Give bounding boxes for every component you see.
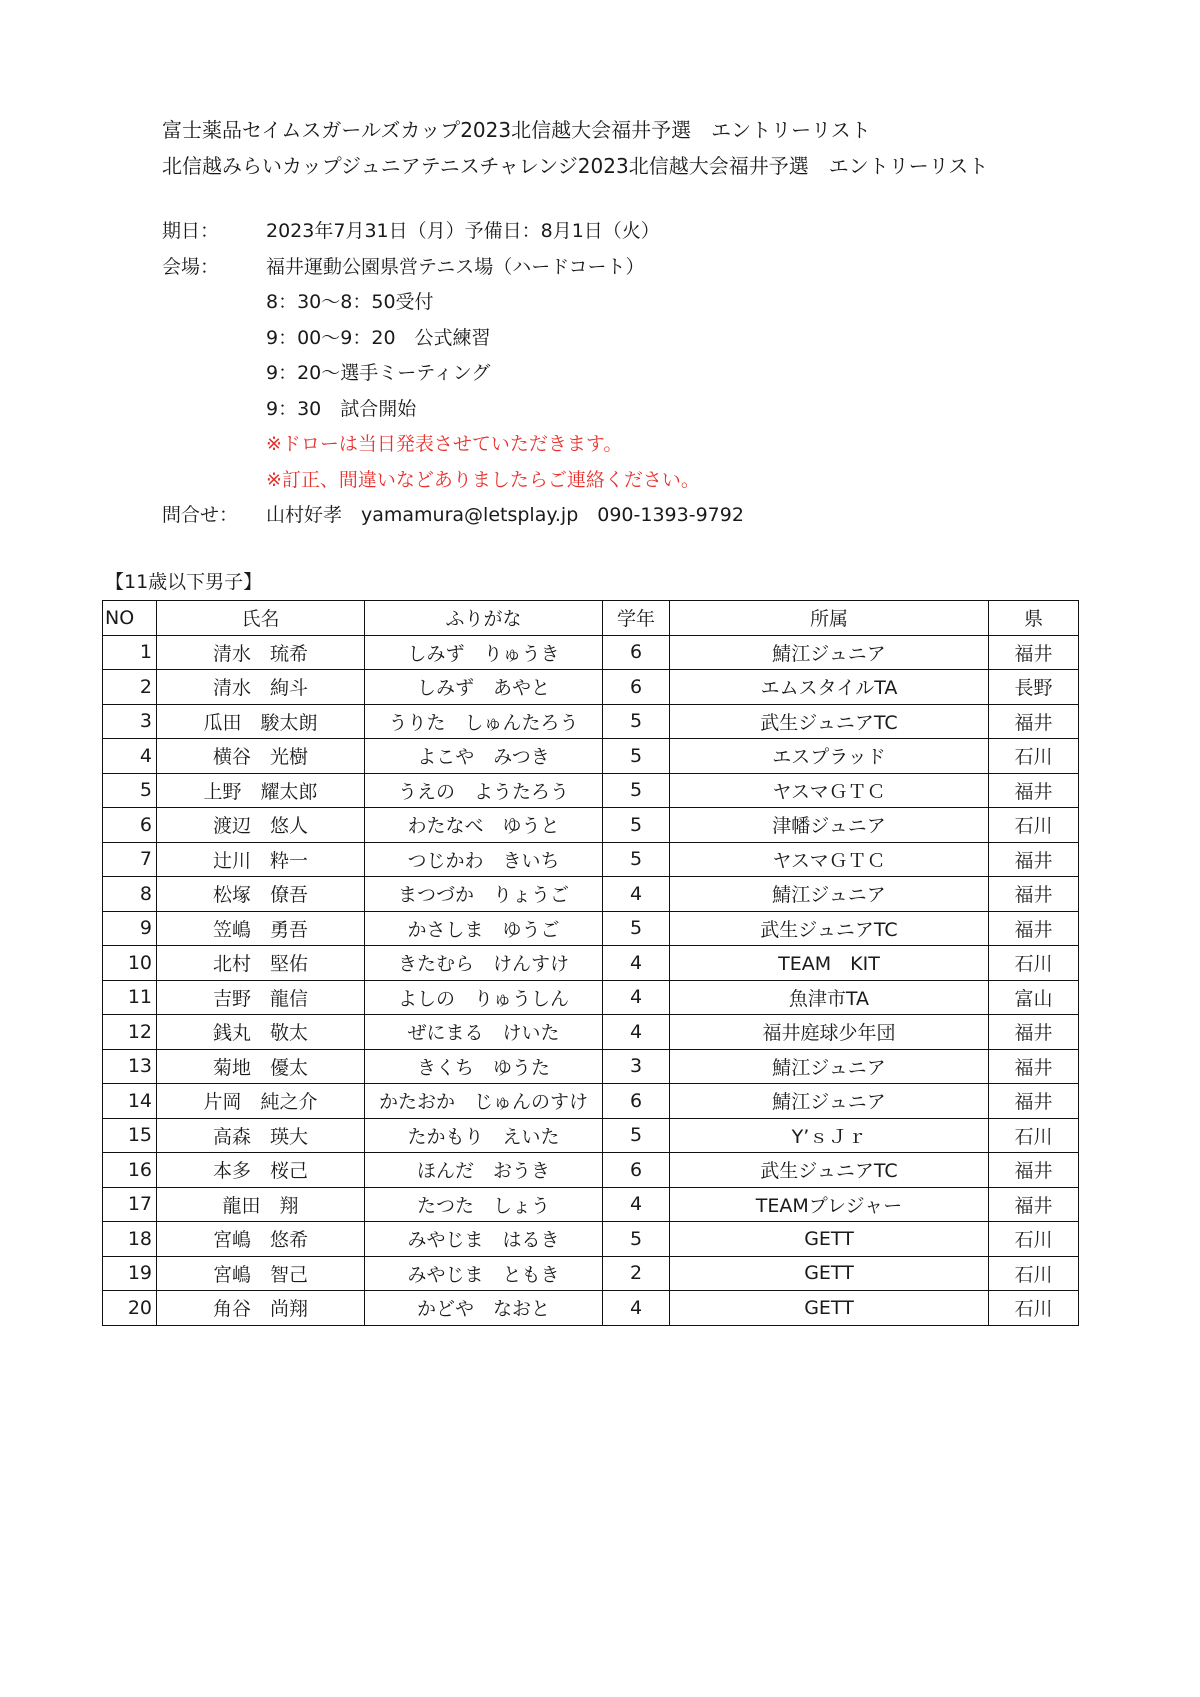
contact-value: 山村好孝 yamamura@letsplay.jp 090-1393-9792	[266, 504, 744, 526]
cell-name: 上野 耀太郎	[157, 773, 365, 808]
cell-no: 15	[103, 1118, 157, 1153]
table-row	[103, 1291, 1079, 1326]
cell-prefecture: 福井	[989, 1015, 1079, 1050]
cell-name: 龍田 翔	[157, 1187, 365, 1222]
cell-prefecture: 福井	[989, 911, 1079, 946]
document-titles	[162, 112, 988, 184]
cell-name: 菊地 優太	[157, 1049, 365, 1084]
cell-affiliation: ヤスマＧＴＣ	[670, 773, 989, 808]
cell-furigana: きくち ゆうた	[365, 1049, 603, 1084]
cell-affiliation: 鯖江ジュニア	[670, 877, 989, 912]
table-row	[103, 773, 1079, 808]
table-row	[103, 1256, 1079, 1291]
cell-furigana: かたおか じゅんのすけ	[365, 1084, 603, 1119]
cell-grade: 6	[603, 635, 670, 670]
cell-affiliation: TEAM KIT	[670, 946, 989, 981]
entry-table	[102, 600, 1079, 1326]
table-row	[103, 670, 1079, 705]
cell-affiliation: GETT	[670, 1291, 989, 1326]
cell-furigana: まつづか りょうご	[365, 877, 603, 912]
cell-no: 18	[103, 1222, 157, 1257]
cell-furigana: ほんだ おうき	[365, 1153, 603, 1188]
cell-furigana: よこや みつき	[365, 739, 603, 774]
venue-value: 福井運動公園県営テニス場（ハードコート）	[266, 255, 645, 278]
cell-furigana: しみず りゅうき	[365, 635, 603, 670]
cell-no: 7	[103, 842, 157, 877]
cell-name: 清水 絢斗	[157, 670, 365, 705]
header-furigana: ふりがな	[365, 601, 603, 636]
cell-furigana: しみず あやと	[365, 670, 603, 705]
cell-affiliation: 鯖江ジュニア	[670, 1049, 989, 1084]
cell-grade: 4	[603, 1291, 670, 1326]
cell-no: 5	[103, 773, 157, 808]
cell-prefecture: 石川	[989, 1118, 1079, 1153]
cell-affiliation: 武生ジュニアTC	[670, 704, 989, 739]
schedule-meeting: 9：20〜選手ミーティング	[266, 362, 491, 384]
table-row	[103, 808, 1079, 843]
note-row	[162, 463, 744, 499]
cell-furigana: かさしま ゆうご	[365, 911, 603, 946]
cell-grade: 3	[603, 1049, 670, 1084]
cell-affiliation: 魚津市TA	[670, 980, 989, 1015]
cell-no: 9	[103, 911, 157, 946]
cell-grade: 6	[603, 1153, 670, 1188]
cell-no: 14	[103, 1084, 157, 1119]
cell-furigana: たかもり えいた	[365, 1118, 603, 1153]
cell-grade: 5	[603, 911, 670, 946]
table-header-row	[103, 601, 1079, 636]
cell-prefecture: 福井	[989, 1153, 1079, 1188]
cell-grade: 5	[603, 842, 670, 877]
cell-affiliation: 津幡ジュニア	[670, 808, 989, 843]
table-row	[103, 1187, 1079, 1222]
correction-request-note: ※訂正、間違いなどありましたらご連絡ください。	[266, 468, 700, 491]
cell-grade: 5	[603, 773, 670, 808]
date-value: 2023年7月31日（月）予備日：8月1日（火）	[266, 220, 660, 242]
cell-grade: 5	[603, 808, 670, 843]
cell-affiliation: 福井庭球少年団	[670, 1015, 989, 1050]
cell-grade: 6	[603, 1084, 670, 1119]
section-heading: 【11歳以下男子】	[105, 571, 263, 593]
venue-label: 会場：	[162, 255, 220, 278]
cell-no: 19	[103, 1256, 157, 1291]
cell-prefecture: 福井	[989, 877, 1079, 912]
cell-no: 10	[103, 946, 157, 981]
cell-affiliation: Y’ｓＪｒ	[670, 1118, 989, 1153]
cell-prefecture: 長野	[989, 670, 1079, 705]
table-row	[103, 1049, 1079, 1084]
cell-grade: 5	[603, 739, 670, 774]
cell-prefecture: 福井	[989, 842, 1079, 877]
schedule-match-start: 9：30 試合開始	[266, 397, 417, 420]
cell-prefecture: 福井	[989, 704, 1079, 739]
cell-grade: 4	[603, 877, 670, 912]
table-row	[103, 1084, 1079, 1119]
cell-no: 6	[103, 808, 157, 843]
cell-grade: 5	[603, 1222, 670, 1257]
cell-no: 11	[103, 980, 157, 1015]
event-info	[162, 214, 744, 534]
table-row	[103, 1118, 1079, 1153]
cell-furigana: わたなべ ゆうと	[365, 808, 603, 843]
table-row	[103, 911, 1079, 946]
cell-grade: 4	[603, 1187, 670, 1222]
schedule-row	[162, 392, 744, 428]
cell-no: 12	[103, 1015, 157, 1050]
cell-no: 16	[103, 1153, 157, 1188]
cell-affiliation: 鯖江ジュニア	[670, 1084, 989, 1119]
cell-no: 20	[103, 1291, 157, 1326]
title-girls-cup: 富士薬品セイムスガールズカップ2023北信越大会福井予選 エントリーリスト	[162, 118, 871, 142]
table-row	[103, 1015, 1079, 1050]
cell-prefecture: 石川	[989, 1256, 1079, 1291]
table-row	[103, 635, 1079, 670]
cell-name: 松塚 僚吾	[157, 877, 365, 912]
cell-grade: 6	[603, 670, 670, 705]
venue-row	[162, 250, 744, 286]
table-row	[103, 1222, 1079, 1257]
cell-name: 本多 桜己	[157, 1153, 365, 1188]
date-row	[162, 214, 744, 250]
cell-grade: 5	[603, 704, 670, 739]
cell-name: 角谷 尚翔	[157, 1291, 365, 1326]
header-grade: 学年	[603, 601, 670, 636]
cell-no: 3	[103, 704, 157, 739]
note-row	[162, 427, 744, 463]
table-row	[103, 980, 1079, 1015]
cell-prefecture: 福井	[989, 1049, 1079, 1084]
contact-row	[162, 498, 744, 534]
cell-no: 1	[103, 635, 157, 670]
schedule-row	[162, 356, 744, 392]
header-no: NO	[103, 601, 157, 636]
cell-furigana: うりた しゅんたろう	[365, 704, 603, 739]
cell-furigana: みやじま ともき	[365, 1256, 603, 1291]
cell-no: 2	[103, 670, 157, 705]
schedule-row	[162, 321, 744, 357]
table-row	[103, 704, 1079, 739]
cell-name: 笠嶋 勇吾	[157, 911, 365, 946]
cell-affiliation: 鯖江ジュニア	[670, 635, 989, 670]
cell-name: 北村 堅佑	[157, 946, 365, 981]
cell-prefecture: 石川	[989, 808, 1079, 843]
contact-label: 問合せ：	[162, 504, 239, 526]
cell-furigana: ぜにまる けいた	[365, 1015, 603, 1050]
cell-grade: 2	[603, 1256, 670, 1291]
cell-name: 宮嶋 智己	[157, 1256, 365, 1291]
cell-name: 瓜田 駿太朗	[157, 704, 365, 739]
cell-affiliation: エスプラッド	[670, 739, 989, 774]
cell-affiliation: エムスタイルTA	[670, 670, 989, 705]
cell-name: 銭丸 敬太	[157, 1015, 365, 1050]
cell-affiliation: GETT	[670, 1222, 989, 1257]
cell-no: 13	[103, 1049, 157, 1084]
header-affiliation: 所属	[670, 601, 989, 636]
cell-furigana: つじかわ きいち	[365, 842, 603, 877]
cell-grade: 4	[603, 946, 670, 981]
cell-affiliation: 武生ジュニアTC	[670, 911, 989, 946]
cell-grade: 4	[603, 980, 670, 1015]
cell-furigana: みやじま はるき	[365, 1222, 603, 1257]
cell-name: 片岡 純之介	[157, 1084, 365, 1119]
cell-name: 渡辺 悠人	[157, 808, 365, 843]
header-name: 氏名	[157, 601, 365, 636]
title-mirai-cup: 北信越みらいカップジュニアテニスチャレンジ2023北信越大会福井予選 エントリーリスト	[162, 154, 989, 178]
cell-grade: 4	[603, 1015, 670, 1050]
cell-prefecture: 福井	[989, 773, 1079, 808]
date-label: 期日：	[162, 220, 220, 242]
cell-prefecture: 石川	[989, 1291, 1079, 1326]
header-prefecture: 県	[989, 601, 1079, 636]
cell-affiliation: 武生ジュニアTC	[670, 1153, 989, 1188]
cell-prefecture: 富山	[989, 980, 1079, 1015]
cell-prefecture: 石川	[989, 1222, 1079, 1257]
schedule-row	[162, 285, 744, 321]
cell-no: 17	[103, 1187, 157, 1222]
table-row	[103, 877, 1079, 912]
cell-name: 高森 瑛大	[157, 1118, 365, 1153]
cell-furigana: きたむら けんすけ	[365, 946, 603, 981]
cell-prefecture: 福井	[989, 635, 1079, 670]
cell-affiliation: ヤスマＧＴＣ	[670, 842, 989, 877]
cell-prefecture: 石川	[989, 739, 1079, 774]
draw-announcement-note: ※ドローは当日発表させていただきます。	[266, 433, 623, 455]
table-row	[103, 842, 1079, 877]
table-row	[103, 739, 1079, 774]
table-body	[103, 635, 1079, 1325]
schedule-practice: 9：00〜9：20 公式練習	[266, 326, 491, 349]
schedule-reception: 8：30〜8：50受付	[266, 291, 434, 313]
cell-no: 8	[103, 877, 157, 912]
cell-grade: 5	[603, 1118, 670, 1153]
cell-prefecture: 石川	[989, 946, 1079, 981]
cell-prefecture: 福井	[989, 1084, 1079, 1119]
cell-prefecture: 福井	[989, 1187, 1079, 1222]
table-row	[103, 946, 1079, 981]
cell-furigana: うえの ようたろう	[365, 773, 603, 808]
cell-name: 清水 琉希	[157, 635, 365, 670]
cell-furigana: たつた しょう	[365, 1187, 603, 1222]
cell-name: 吉野 龍信	[157, 980, 365, 1015]
cell-furigana: かどや なおと	[365, 1291, 603, 1326]
cell-affiliation: TEAMプレジャー	[670, 1187, 989, 1222]
table-row	[103, 1153, 1079, 1188]
cell-no: 4	[103, 739, 157, 774]
cell-name: 宮嶋 悠希	[157, 1222, 365, 1257]
cell-name: 横谷 光樹	[157, 739, 365, 774]
cell-affiliation: GETT	[670, 1256, 989, 1291]
cell-furigana: よしの りゅうしん	[365, 980, 603, 1015]
cell-name: 辻川 粋一	[157, 842, 365, 877]
